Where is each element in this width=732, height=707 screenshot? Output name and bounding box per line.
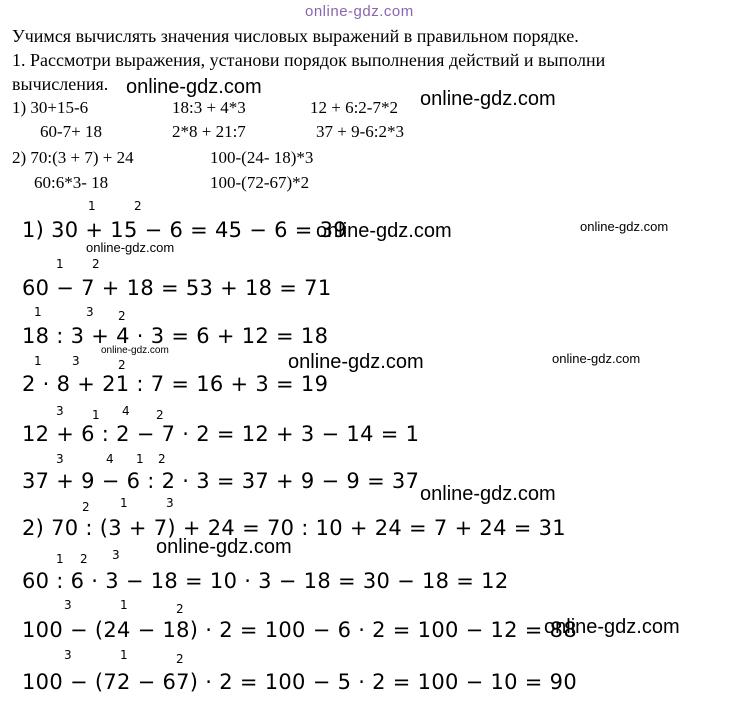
order-number: 3	[64, 598, 72, 612]
order-number: 3	[56, 404, 64, 418]
exercise-4b: 100-(72-67)*2	[210, 173, 310, 192]
order-number: 1	[56, 257, 64, 271]
task-title: Учимся вычислять значения числовых выражений в правильном порядке.	[12, 26, 579, 46]
order-number: 2	[176, 602, 184, 616]
order-number: 2	[176, 652, 184, 666]
watermark: online-gdz.com	[552, 351, 641, 366]
order-number: 3	[64, 648, 72, 662]
solution-line: 100 − (72 − 67) · 2 = 100 − 5 · 2 = 100 − 10 = 90	[22, 670, 577, 694]
order-number: 1	[120, 598, 128, 612]
solution-line: 12 + 6 : 2 − 7 · 2 = 12 + 3 − 14 = 1	[22, 422, 420, 446]
exercise-1c: 12 + 6:2-7*2	[310, 98, 398, 117]
order-number: 1	[120, 648, 128, 662]
watermark: online-gdz.com	[544, 616, 680, 638]
watermark: online-gdz.com	[86, 240, 175, 255]
order-number: 3	[166, 496, 174, 510]
exercise-3a: 2) 70:(3 + 7) + 24	[12, 148, 134, 167]
order-number: 2	[82, 500, 90, 514]
order-number: 1	[136, 452, 144, 466]
order-number: 1	[120, 496, 128, 510]
exercise-2a: 60-7+ 18	[40, 122, 102, 141]
order-number: 2	[134, 199, 142, 213]
solution-line: 2) 70 : (3 + 7) + 24 = 70 : 10 + 24 = 7 + 24 = 31	[22, 516, 566, 540]
order-number: 4	[106, 452, 114, 466]
watermark: online-gdz.com	[316, 220, 452, 242]
watermark: online-gdz.com	[420, 88, 556, 110]
solution-line: 60 − 7 + 18 = 53 + 18 = 71	[22, 276, 332, 300]
order-number: 1	[34, 305, 42, 319]
order-number: 3	[86, 305, 94, 319]
order-number: 1	[56, 552, 64, 566]
order-number: 1	[34, 354, 42, 368]
solution-line: 1) 30 + 15 − 6 = 45 − 6 = 39	[22, 218, 347, 242]
order-number: 2	[118, 309, 126, 323]
order-number: 2	[158, 452, 166, 466]
solution-line: 100 − (24 − 18) · 2 = 100 − 6 · 2 = 100 − 12 = 88	[22, 618, 577, 642]
order-number: 3	[72, 354, 80, 368]
task-instruction-line2: вычисления.	[12, 74, 109, 94]
solution-line: 2 · 8 + 21 : 7 = 16 + 3 = 19	[22, 372, 329, 396]
watermark: online-gdz.com	[288, 351, 424, 373]
order-number: 3	[56, 452, 64, 466]
order-number: 2	[156, 408, 164, 422]
task-instruction-line1: 1. Рассмотри выражения, установи порядок выполнения действий и выполни	[12, 50, 606, 70]
watermark-top: online-gdz.com	[305, 3, 414, 20]
order-number: 2	[118, 358, 126, 372]
watermark: online-gdz.com	[156, 536, 292, 558]
exercise-2b: 2*8 + 21:7	[172, 122, 246, 141]
exercise-1a: 1) 30+15-6	[12, 98, 89, 117]
order-number: 4	[122, 404, 130, 418]
solution-line: 37 + 9 − 6 : 2 · 3 = 37 + 9 − 9 = 37	[22, 469, 420, 493]
order-number: 2	[80, 552, 88, 566]
exercise-4a: 60:6*3- 18	[34, 173, 109, 192]
exercise-3b: 100-(24- 18)*3	[210, 148, 314, 167]
order-number: 3	[112, 548, 120, 562]
order-number: 1	[92, 408, 100, 422]
exercise-2c: 37 + 9-6:2*3	[316, 122, 404, 141]
exercise-1b: 18:3 + 4*3	[172, 98, 246, 117]
watermark: online-gdz.com	[580, 219, 669, 234]
order-number: 1	[88, 199, 96, 213]
watermark: online-gdz.com	[101, 345, 169, 356]
watermark: online-gdz.com	[420, 483, 556, 505]
solution-line: 18 : 3 + 4 · 3 = 6 + 12 = 18	[22, 324, 329, 348]
watermark: online-gdz.com	[126, 76, 262, 98]
order-number: 2	[92, 257, 100, 271]
solution-line: 60 : 6 · 3 − 18 = 10 · 3 − 18 = 30 − 18 = 12	[22, 569, 509, 593]
